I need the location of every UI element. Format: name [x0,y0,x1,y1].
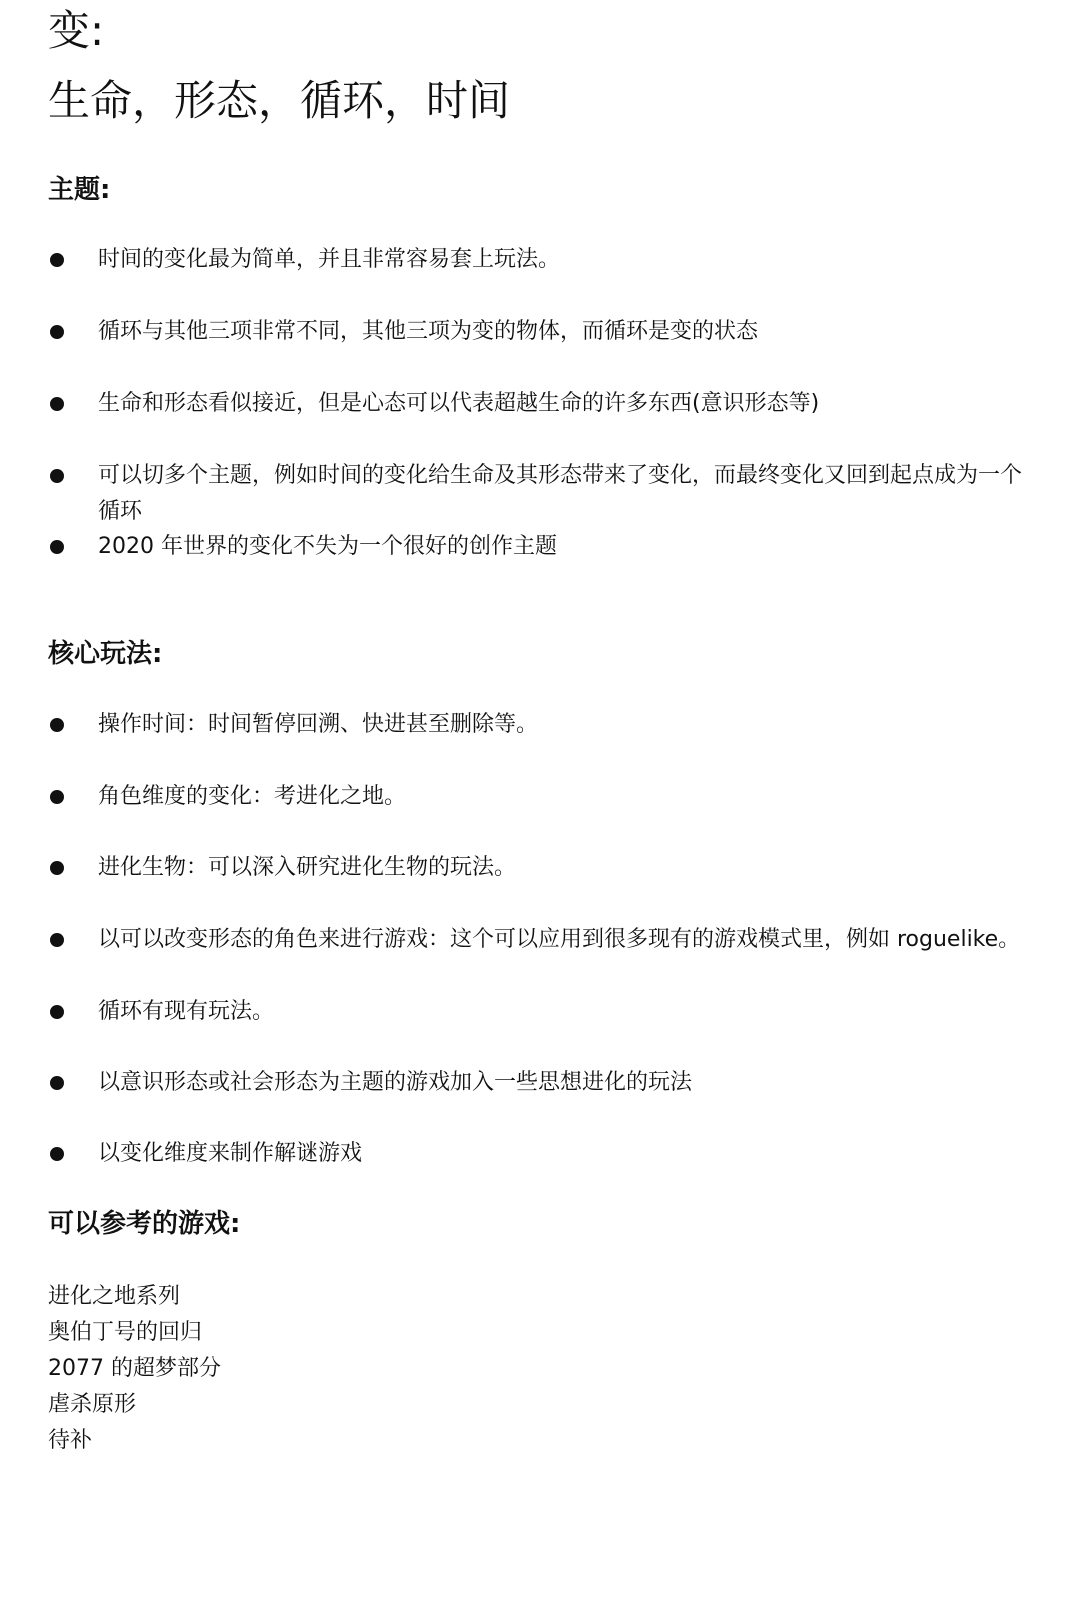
core-gameplay-item-text: 进化生物：可以深入研究进化生物的玩法。 [98,855,517,880]
reference-game-item: 待补 [48,1428,93,1453]
bullet-dot-icon [50,540,64,554]
bullet-dot-icon [50,790,64,804]
core-gameplay-item-text: 循环有现有玩法。 [98,999,275,1024]
theme-item-text: 生命和形态看似接近，但是心态可以代表超越生命的许多东西(意识形态等) [98,391,820,416]
core-gameplay-item-text: 以可以改变形态的角色来进行游戏：这个可以应用到很多现有的游戏模式里，例如 roguelike。 [98,927,1021,952]
core-gameplay-item-text: 以意识形态或社会形态为主题的游戏加入一些思想进化的玩法 [98,1070,693,1095]
title-line-1: 变: [48,6,105,55]
theme-item-text: 2020 年世界的变化不失为一个很好的创作主题 [98,534,557,559]
bullet-dot-icon [50,1076,64,1090]
core-gameplay-heading: 核心玩法: [48,639,163,669]
core-gameplay-item-text: 角色维度的变化：考进化之地。 [98,784,407,809]
bullet-dot-icon [50,1147,64,1161]
bullet-dot-icon [50,718,64,732]
title-line-2: 生命，形态，循环，时间 [48,76,511,125]
core-gameplay-item-text: 操作时间：时间暂停回溯、快进甚至删除等。 [98,712,539,737]
bullet-dot-icon [50,933,64,947]
theme-item-text: 循环与其他三项非常不同，其他三项为变的物体，而循环是变的状态 [98,319,759,344]
bullet-dot-icon [50,861,64,875]
theme-item-text: 时间的变化最为简单，并且非常容易套上玩法。 [98,247,561,272]
reference-games-heading: 可以参考的游戏: [48,1209,241,1239]
reference-game-item: 虐杀原形 [48,1392,137,1417]
reference-game-item: 2077 的超梦部分 [48,1356,221,1381]
bullet-dot-icon [50,325,64,339]
bullet-dot-icon [50,397,64,411]
theme-heading: 主题: [48,175,111,205]
theme-item-text: 可以切多个主题，例如时间的变化给生命及其形态带来了变化，而最终变化又回到起点成为一个循环 [98,463,1023,524]
core-gameplay-item-text: 以变化维度来制作解谜游戏 [98,1141,363,1166]
reference-game-item: 奥伯丁号的回归 [48,1320,203,1345]
bullet-dot-icon [50,469,64,483]
bullet-dot-icon [50,253,64,267]
bullet-dot-icon [50,1005,64,1019]
reference-game-item: 进化之地系列 [48,1284,181,1309]
